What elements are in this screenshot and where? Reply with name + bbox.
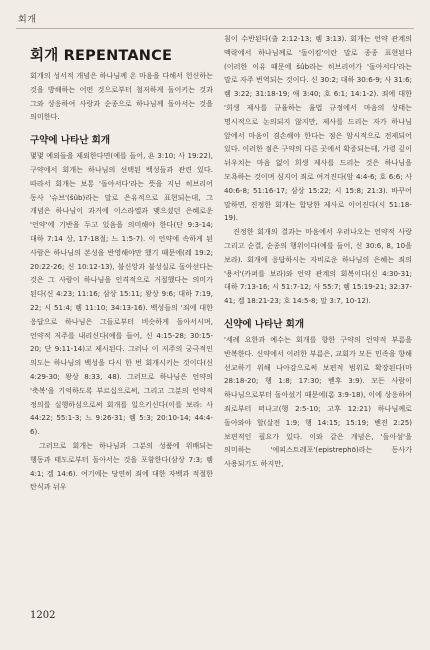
old-testament-paragraph-1: 몇몇 예외들을 제외한다면(예를 들어, 욘 3:10; 사 19:22), 구약에서 회개는 하나님의 선택된 백성들과 관련 있다. 따라서 회개는 보통 '돌아서다'라는 뜻을 지닌 히브리어 동사 '슈브'(šûb)라는 말로 은유적으로 표현되는데, 그 개념은 하나님이 과거에 이스라엘과 맺으셨던 은혜로운 '언약'에 기반을 두고 있음을 의미해야 한다(단 9:3-14; 대하 7:14 상, 17-18절; 느 1:5-7). 이 언약에 속하게 된 사람은 하나님의 본성을 반영해야만 했기 때문에(레 19:2; 20:22-26; 신 10:12-13), 불신앙과 불성실로 돌아선다는 것은 그 사람이 하나님을 인격적으로 거절했다는 의미가 된다(신 4:23; 11:16; 삼상 15:11; 왕상 9:6; 대하 7:19, 22; 시 51:4; 렘 11:10; 34:13-16). 백성들의 '죄에 대한 응답으로 하나님은 그들로부터 비슷하게 돌아서시며, 언약적 저주를 내리신다(예를 들어, 신 4:15-28; 30:15-20; 단 9:11-14)고 제시된다. 그러나 이 저주의 궁극적인 의도는 하나님의 백성을 다시 한 번 회개시키는 것이다(신 4:29-30; 왕상 8:33, 48). 그러므로 하나님은 언약의 '축복'을 기억하도록 부르십으로써, 그리고 그분의 언약적 정의를 실행하심으로써 회개를 일으키신다(이를 보라: 사 44:22; 55:1-3; 느 9:26-31; 렘 5:3; 20:10-14; 44:4-6). xyxy=(30,151,213,437)
right-column xyxy=(224,32,412,471)
header-rule xyxy=(16,28,414,29)
new-testament-paragraph-1: '세례 요한과 예수는 회개를 향한 구약의 언약적 부름을 반복한다. 신약에서 이러한 부름은, 교회가 모든 민족을 향해 선교하기 위해 나아감으로써 보편적 범위로 확장된다(마 28:18-20; 행 1:8; 17:30; 벧후 3:9). 모든 사람이 하나님으로부터 돌아섰기 때문에(롬 3:9-18), 이에 상응하여 죄로부터 떠나고(행 2:5-10; 고후 12:21) 하나님께로 돌아와야 할(살전 1:9; 행 14:15; 15:19; 벧전 2:25) 보편적인 필요가 있다. 이와 같은 개념은, '돌아섬'을 의미하는 '에피스트레포'(epistrephō)라는 동사가 사용되기도 하지만, xyxy=(224,334,412,469)
old-testament-paragraph-2: 그러므로 회개는 하나님과 그분의 성품에 위배되는 행동과 태도로부터 돌아서는 것을 포함한다(삼상 7:3; 렘 4:1; 겔 14:6). 여기에는 당연히 죄에 대한 자백과 적절한 탄식과 뉘우 xyxy=(30,440,213,492)
running-head: 회개 xyxy=(18,15,37,25)
left-column xyxy=(30,44,213,494)
section-heading-new-testament: 신약에 나타난 회개 xyxy=(224,318,305,330)
intro-paragraph: 회개의 성서적 개념은 하나님께 온 마음을 다해서 헌신하는 것을 방해하는 어떤 것으로부터 철저하게 돌이키는 것과 그와 상응하여 사랑과 순종으로 하나님께 돌아서는 것을 의미한다. xyxy=(30,71,213,122)
page-number: 1202 xyxy=(30,610,56,621)
section-heading-old-testament: 구약에 나타난 회개 xyxy=(30,135,111,147)
entry-title: 회개 REPENTANCE xyxy=(30,48,173,64)
old-testament-paragraph-4: 진정한 회개의 결과는 마음에서 우러나오는 언약적 사랑 그리고 순결, 순종의 행위이다(예를 들어, 신 30:6, 8, 10을 보라). 회개에 응답하시는 자비로운 하나님의 은혜는 죄의 '용서'(카퍼를 보라)와 언약 관계의 회복이다(신 4:30-31; 대하 7:13-16; 시 51:7-12; 사 55:7; 렘 15:19-21; 32:37-41; 겔 18:21-23; 호 14:5-8; 말 3:7, 10-12). xyxy=(224,227,412,306)
old-testament-paragraph-3: 침이 수반된다(출 2:12-13; 렘 3:13). 회개는 언약 관계의 맥락에서 하나님께로 '돌이킴'이란 말로 종종 표현된다(이러한 이유 때문에 šûb라는 히브리어가 '돌아서다'라는 말로 자주 번역되는 것이다. 신 30:2; 대하 30:6-9; 사 31:6; 렘 3:22; 31:18-19; 애 3:40; 호 6:1; 14:1-2). 죄에 대한 '희생 제사를 규율하는 율법 규정에서 마음의 상태는 명시적으로 논의되지 않지만, 제사를 드리는 자가 하나님 앞에서 마음이 겸손해야 한다는 점은 암시적으로 전제되어 있다. 이러한 점은 구약의 다른 곳에서 확증되는데, 가령 깊이 뉘우치는 마음 없이 희생 제사를 드리는 것은 하나님을 모욕하는 것이며 심지어 죄로 여겨진다(암 4:4-6; 호 6:6; 사 40:6-8; 51:16-17; 삼상 15:22; 시 15:8; 21:3). 바꾸어 말하면, 진정한 회개는 합당한 제사로 이어진다(시 51:18-19). xyxy=(224,34,412,223)
